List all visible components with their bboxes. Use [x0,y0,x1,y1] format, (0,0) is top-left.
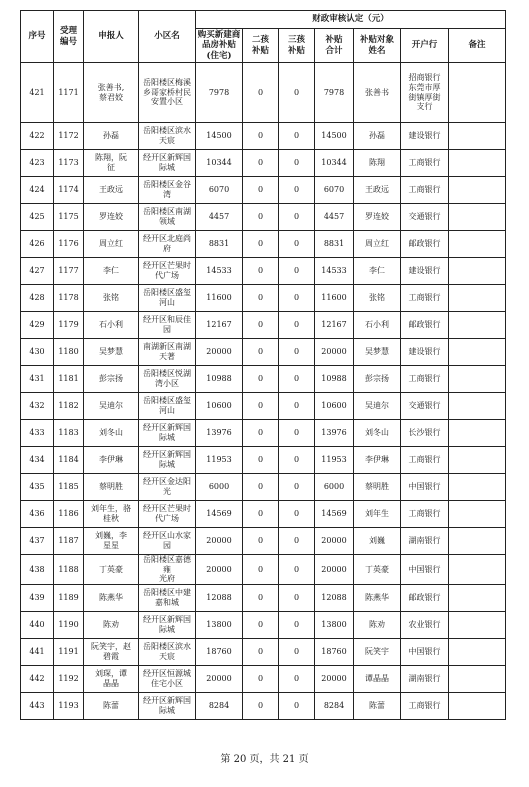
cell-accept-no: 1172 [54,123,84,150]
cell-second-child: 0 [243,204,279,231]
cell-third-child: 0 [279,584,315,611]
cell-third-child: 0 [279,150,315,177]
cell-community: 经开区恒源城 住宅小区 [139,665,196,692]
cell-total: 20000 [315,555,354,585]
cell-accept-no: 1174 [54,177,84,204]
cell-bank: 工商银行 [401,285,449,312]
cell-remark [449,63,506,123]
cell-second-child: 0 [243,474,279,501]
cell-applicant: 陈燕华 [84,584,139,611]
cell-community: 岳阳楼区盛玺 河山 [139,393,196,420]
header-second-child: 二孩 补贴 [243,29,279,63]
cell-seq: 434 [21,447,54,474]
cell-accept-no: 1189 [54,584,84,611]
cell-third-child: 0 [279,123,315,150]
header-bank: 开户行 [401,29,449,63]
cell-second-child: 0 [243,501,279,528]
cell-recipient: 周立红 [354,231,401,258]
header-recipient: 补贴对象 姓名 [354,29,401,63]
cell-recipient: 彭宗扬 [354,366,401,393]
cell-total: 12167 [315,312,354,339]
cell-remark [449,692,506,719]
cell-recipient: 谭晶晶 [354,665,401,692]
cell-accept-no: 1190 [54,611,84,638]
cell-recipient: 王政远 [354,177,401,204]
cell-seq: 425 [21,204,54,231]
table-row [21,393,506,420]
cell-bank: 建设银行 [401,258,449,285]
cell-accept-no: 1186 [54,501,84,528]
table-row [21,638,506,665]
cell-purchase-subsidy: 20000 [196,528,243,555]
cell-community: 岳阳楼区金谷 湾 [139,177,196,204]
cell-third-child: 0 [279,312,315,339]
cell-accept-no: 1175 [54,204,84,231]
cell-total: 13800 [315,611,354,638]
cell-total: 14533 [315,258,354,285]
cell-purchase-subsidy: 11953 [196,447,243,474]
cell-recipient: 石小利 [354,312,401,339]
cell-total: 4457 [315,204,354,231]
cell-community: 岳阳楼区滨水 天宸 [139,123,196,150]
cell-applicant: 孙磊 [84,123,139,150]
cell-total: 7978 [315,63,354,123]
cell-seq: 437 [21,528,54,555]
subsidy-review-table [20,10,506,720]
cell-total: 14500 [315,123,354,150]
cell-bank: 湖南银行 [401,528,449,555]
table-row [21,177,506,204]
cell-applicant: 陈劝 [84,611,139,638]
cell-total: 14569 [315,501,354,528]
cell-total: 20000 [315,339,354,366]
cell-seq: 433 [21,420,54,447]
cell-seq: 435 [21,474,54,501]
cell-applicant: 石小利 [84,312,139,339]
cell-second-child: 0 [243,692,279,719]
cell-total: 20000 [315,665,354,692]
cell-remark [449,528,506,555]
cell-community: 岳阳楼区悦湖 湾小区 [139,366,196,393]
table-row [21,474,506,501]
cell-bank: 交通银行 [401,393,449,420]
cell-remark [449,339,506,366]
cell-seq: 423 [21,150,54,177]
cell-second-child: 0 [243,393,279,420]
cell-total: 12088 [315,584,354,611]
cell-second-child: 0 [243,177,279,204]
cell-remark [449,366,506,393]
cell-remark [449,177,506,204]
cell-remark [449,555,506,585]
cell-purchase-subsidy: 10988 [196,366,243,393]
cell-bank: 工商银行 [401,366,449,393]
cell-recipient: 蔡明胜 [354,474,401,501]
cell-bank: 邮政银行 [401,312,449,339]
cell-applicant: 丁英豪 [84,555,139,585]
header-third-child: 三孩 补贴 [279,29,315,63]
cell-total: 10988 [315,366,354,393]
cell-total: 13976 [315,420,354,447]
header-seq: 序号 [21,11,54,63]
cell-recipient: 李仁 [354,258,401,285]
header-accept-no: 受理 编号 [54,11,84,63]
cell-bank: 工商银行 [401,501,449,528]
cell-bank: 湖南银行 [401,665,449,692]
cell-second-child: 0 [243,312,279,339]
cell-applicant: 李伊琳 [84,447,139,474]
cell-seq: 422 [21,123,54,150]
cell-seq: 438 [21,555,54,585]
cell-applicant: 王政远 [84,177,139,204]
cell-recipient: 刘年生 [354,501,401,528]
cell-remark [449,420,506,447]
cell-third-child: 0 [279,611,315,638]
cell-remark [449,474,506,501]
header-applicant: 申报人 [84,11,139,63]
cell-seq: 432 [21,393,54,420]
cell-purchase-subsidy: 6000 [196,474,243,501]
cell-community: 岳阳楼区中建 嘉和城 [139,584,196,611]
cell-recipient: 刘冬山 [354,420,401,447]
cell-accept-no: 1177 [54,258,84,285]
cell-community: 经开区新辉国 际城 [139,692,196,719]
cell-purchase-subsidy: 13800 [196,611,243,638]
cell-community: 岳阳楼区滨水 天宸 [139,638,196,665]
page-footer: 第 20 页，共 21 页 [220,754,309,765]
cell-applicant: 李仁 [84,258,139,285]
cell-accept-no: 1193 [54,692,84,719]
cell-recipient: 张铭 [354,285,401,312]
cell-community: 经开区金达阳 光 [139,474,196,501]
cell-bank: 中国银行 [401,474,449,501]
cell-third-child: 0 [279,638,315,665]
cell-seq: 442 [21,665,54,692]
cell-recipient: 罗连姣 [354,204,401,231]
cell-third-child: 0 [279,501,315,528]
cell-third-child: 0 [279,63,315,123]
cell-third-child: 0 [279,204,315,231]
cell-seq: 443 [21,692,54,719]
table-row [21,584,506,611]
cell-community: 经开区新辉国 际城 [139,447,196,474]
cell-purchase-subsidy: 8284 [196,692,243,719]
cell-community: 经开区新辉国 际城 [139,611,196,638]
table-row [21,312,506,339]
table-row [21,528,506,555]
cell-total: 18760 [315,638,354,665]
cell-remark [449,231,506,258]
cell-remark [449,123,506,150]
cell-applicant: 周立红 [84,231,139,258]
cell-second-child: 0 [243,123,279,150]
cell-total: 10600 [315,393,354,420]
cell-recipient: 阮笑宇 [354,638,401,665]
cell-bank: 招商银行 东莞市厚 街镇厚街 支行 [401,63,449,123]
cell-community: 经开区芒果时 代广场 [139,258,196,285]
cell-second-child: 0 [243,63,279,123]
cell-applicant: 蔡明胜 [84,474,139,501]
cell-second-child: 0 [243,528,279,555]
cell-bank: 邮政银行 [401,584,449,611]
cell-seq: 427 [21,258,54,285]
cell-applicant: 张铭 [84,285,139,312]
header-remark: 备注 [449,29,506,63]
header-review-group: 财政审核认定（元） [196,11,506,29]
cell-bank: 建设银行 [401,339,449,366]
cell-seq: 424 [21,177,54,204]
cell-seq: 441 [21,638,54,665]
cell-purchase-subsidy: 14500 [196,123,243,150]
table-row [21,63,506,123]
cell-community: 经开区新辉国 际城 [139,150,196,177]
cell-accept-no: 1184 [54,447,84,474]
cell-remark [449,150,506,177]
cell-second-child: 0 [243,150,279,177]
cell-community: 岳阳楼区嘉德雍 光府 [139,555,196,585]
table-row [21,501,506,528]
cell-remark [449,665,506,692]
cell-accept-no: 1185 [54,474,84,501]
cell-seq: 426 [21,231,54,258]
cell-bank: 工商银行 [401,150,449,177]
cell-bank: 中国银行 [401,638,449,665]
header-purchase-subsidy: 购买新建商 品房补贴 (住宅) [196,29,243,63]
cell-community: 经开区芒果时 代广场 [139,501,196,528]
table-row [21,204,506,231]
cell-second-child: 0 [243,611,279,638]
cell-recipient: 陈劝 [354,611,401,638]
cell-total: 6070 [315,177,354,204]
table-row [21,555,506,585]
table-row [21,258,506,285]
cell-seq: 430 [21,339,54,366]
cell-applicant: 彭宗扬 [84,366,139,393]
cell-third-child: 0 [279,447,315,474]
cell-accept-no: 1188 [54,555,84,585]
cell-applicant: 刘冬山 [84,420,139,447]
cell-third-child: 0 [279,231,315,258]
cell-recipient: 吴迪尔 [354,393,401,420]
cell-community: 经开区和辰佳 园 [139,312,196,339]
cell-applicant: 刘琛，谭 晶晶 [84,665,139,692]
cell-bank: 农业银行 [401,611,449,638]
cell-seq: 429 [21,312,54,339]
cell-accept-no: 1173 [54,150,84,177]
cell-accept-no: 1178 [54,285,84,312]
cell-seq: 421 [21,63,54,123]
cell-remark [449,285,506,312]
cell-recipient: 陈翔 [354,150,401,177]
table-row [21,339,506,366]
cell-remark [449,584,506,611]
cell-third-child: 0 [279,177,315,204]
cell-applicant: 吴梦慧 [84,339,139,366]
cell-applicant: 陈蕾 [84,692,139,719]
cell-accept-no: 1187 [54,528,84,555]
cell-applicant: 陈翔，阮 征 [84,150,139,177]
cell-accept-no: 1182 [54,393,84,420]
cell-second-child: 0 [243,665,279,692]
cell-bank: 邮政银行 [401,231,449,258]
cell-total: 10344 [315,150,354,177]
cell-seq: 431 [21,366,54,393]
cell-accept-no: 1180 [54,339,84,366]
cell-second-child: 0 [243,366,279,393]
cell-accept-no: 1176 [54,231,84,258]
cell-recipient: 刘巍 [354,528,401,555]
cell-remark [449,638,506,665]
cell-purchase-subsidy: 7978 [196,63,243,123]
cell-bank: 交通银行 [401,204,449,231]
cell-third-child: 0 [279,366,315,393]
cell-purchase-subsidy: 18760 [196,638,243,665]
table-row [21,420,506,447]
cell-accept-no: 1192 [54,665,84,692]
cell-second-child: 0 [243,555,279,585]
cell-purchase-subsidy: 10344 [196,150,243,177]
cell-purchase-subsidy: 14533 [196,258,243,285]
cell-recipient: 丁英豪 [354,555,401,585]
cell-community: 岳阳楼区南湖 领域 [139,204,196,231]
cell-remark [449,204,506,231]
header-community: 小区名 [139,11,196,63]
table-body [21,63,506,720]
cell-third-child: 0 [279,258,315,285]
cell-third-child: 0 [279,285,315,312]
table-row [21,123,506,150]
cell-second-child: 0 [243,339,279,366]
cell-third-child: 0 [279,555,315,585]
cell-purchase-subsidy: 8831 [196,231,243,258]
cell-accept-no: 1171 [54,63,84,123]
cell-bank: 长沙银行 [401,420,449,447]
cell-purchase-subsidy: 6070 [196,177,243,204]
cell-community: 南湖新区南湖 天著 [139,339,196,366]
cell-applicant: 张善书, 蔡君姣 [84,63,139,123]
cell-seq: 439 [21,584,54,611]
cell-community: 岳阳楼区盛玺 河山 [139,285,196,312]
cell-bank: 工商银行 [401,692,449,719]
cell-applicant: 阮笑宇，赵 碧霞 [84,638,139,665]
cell-remark [449,447,506,474]
cell-purchase-subsidy: 14569 [196,501,243,528]
cell-third-child: 0 [279,692,315,719]
cell-total: 6000 [315,474,354,501]
cell-second-child: 0 [243,231,279,258]
cell-second-child: 0 [243,285,279,312]
cell-purchase-subsidy: 20000 [196,555,243,585]
cell-total: 8284 [315,692,354,719]
cell-third-child: 0 [279,665,315,692]
cell-accept-no: 1179 [54,312,84,339]
cell-bank: 工商银行 [401,177,449,204]
cell-recipient: 孙磊 [354,123,401,150]
cell-bank: 中国银行 [401,555,449,585]
table-row [21,447,506,474]
cell-purchase-subsidy: 13976 [196,420,243,447]
cell-purchase-subsidy: 20000 [196,339,243,366]
cell-bank: 建设银行 [401,123,449,150]
cell-third-child: 0 [279,474,315,501]
cell-second-child: 0 [243,447,279,474]
table-row [21,665,506,692]
cell-recipient: 吴梦慧 [354,339,401,366]
table-row [21,611,506,638]
cell-total: 11600 [315,285,354,312]
cell-total: 20000 [315,528,354,555]
cell-third-child: 0 [279,528,315,555]
cell-purchase-subsidy: 11600 [196,285,243,312]
cell-purchase-subsidy: 4457 [196,204,243,231]
cell-community: 经开区新辉国 际城 [139,420,196,447]
cell-purchase-subsidy: 12088 [196,584,243,611]
cell-recipient: 陈燕华 [354,584,401,611]
table-row [21,285,506,312]
cell-total: 8831 [315,231,354,258]
table-row [21,692,506,719]
cell-third-child: 0 [279,393,315,420]
cell-accept-no: 1191 [54,638,84,665]
cell-third-child: 0 [279,420,315,447]
cell-recipient: 李伊琳 [354,447,401,474]
cell-community: 经开区北庭尚 府 [139,231,196,258]
cell-community: 岳阳楼区梅溪 乡哥家桥村民 安置小区 [139,63,196,123]
cell-remark [449,312,506,339]
cell-second-child: 0 [243,258,279,285]
cell-applicant: 刘年生，骆 桂秋 [84,501,139,528]
cell-purchase-subsidy: 20000 [196,665,243,692]
cell-total: 11953 [315,447,354,474]
table-row [21,366,506,393]
cell-recipient: 张善书 [354,63,401,123]
cell-remark [449,611,506,638]
cell-third-child: 0 [279,339,315,366]
cell-applicant: 刘巍，李 星星 [84,528,139,555]
cell-applicant: 罗连姣 [84,204,139,231]
header-total: 补贴 合计 [315,29,354,63]
cell-seq: 440 [21,611,54,638]
cell-second-child: 0 [243,420,279,447]
cell-remark [449,501,506,528]
cell-purchase-subsidy: 10600 [196,393,243,420]
cell-accept-no: 1181 [54,366,84,393]
cell-second-child: 0 [243,584,279,611]
cell-community: 经开区山水家 园 [139,528,196,555]
cell-remark [449,393,506,420]
cell-second-child: 0 [243,638,279,665]
cell-remark [449,258,506,285]
table-row [21,150,506,177]
cell-applicant: 吴迪尔 [84,393,139,420]
cell-seq: 436 [21,501,54,528]
cell-accept-no: 1183 [54,420,84,447]
table-row [21,231,506,258]
cell-seq: 428 [21,285,54,312]
cell-bank: 工商银行 [401,447,449,474]
cell-recipient: 陈蕾 [354,692,401,719]
cell-purchase-subsidy: 12167 [196,312,243,339]
